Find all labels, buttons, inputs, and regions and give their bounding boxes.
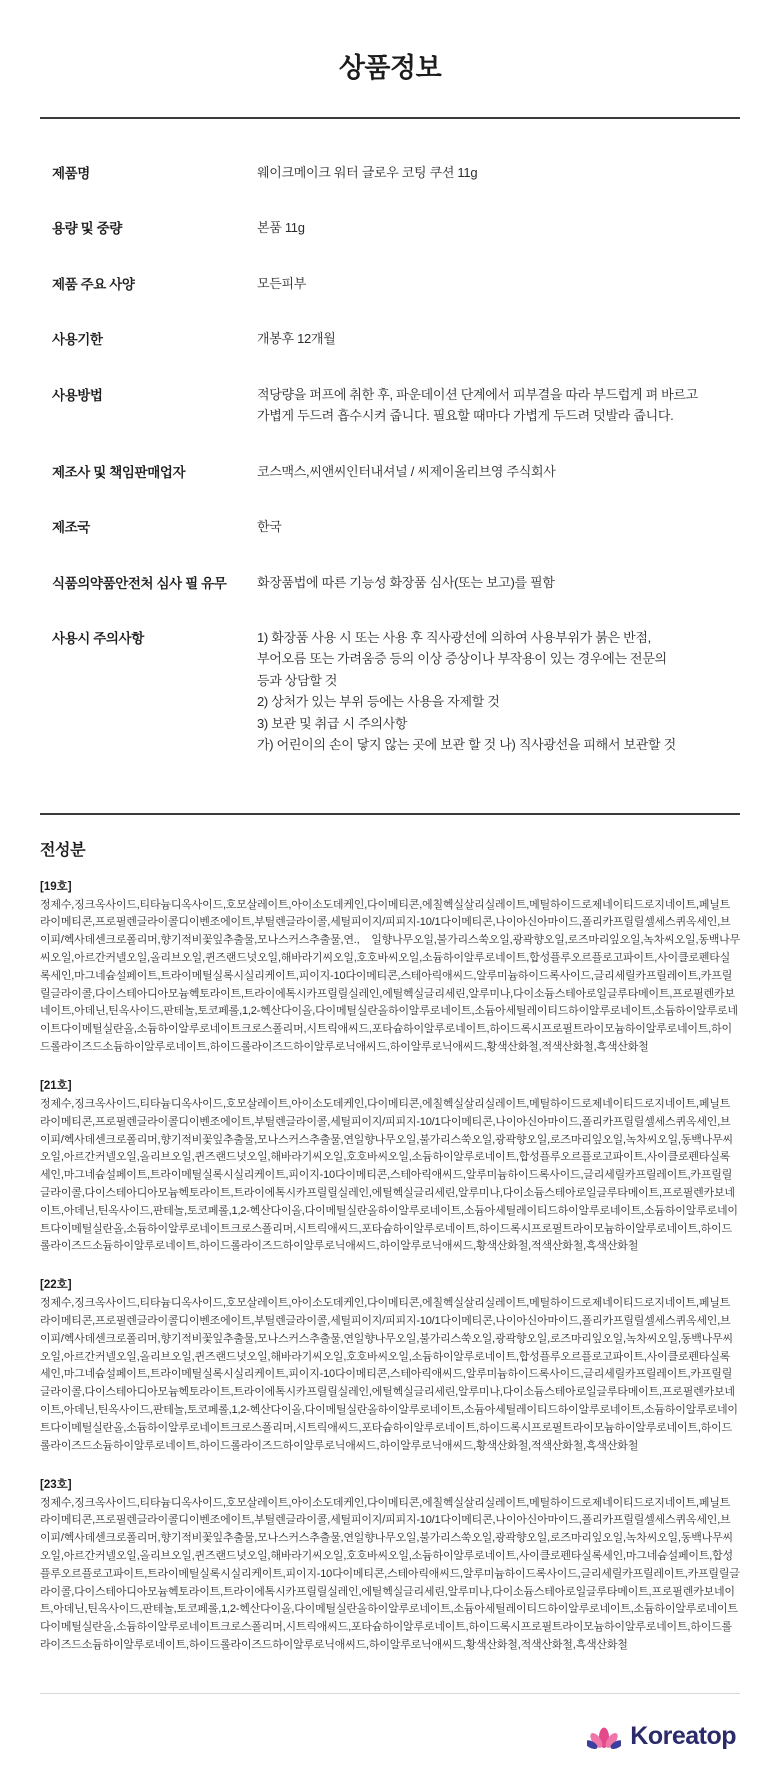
table-row [40, 444, 740, 499]
page-title: 상품정보 [338, 53, 442, 83]
spec-label-manufacturer: 제조사 및 책임판매업자 [52, 464, 186, 480]
ingredient-block-23 [40, 1468, 740, 1667]
spec-label-country: 제조국 [52, 520, 90, 536]
table-row [40, 367, 740, 444]
spec-value-usage [257, 367, 740, 444]
spec-table-body [40, 145, 740, 773]
spec-value-product-name [257, 145, 740, 200]
page-footer [40, 1693, 740, 1780]
spec-label-usage: 사용방법 [52, 387, 103, 403]
spec-value-manufacturer [257, 444, 740, 499]
title-divider [40, 117, 740, 119]
ingredient-block-19 [40, 870, 740, 1069]
table-row [40, 200, 740, 255]
value-line: 화장품법에 따른 기능성 화장품 심사(또는 보고)를 필함 [257, 574, 555, 590]
spec-label-product-name: 제품명 [52, 166, 90, 181]
brand-logo [587, 1720, 736, 1754]
spec-label-expiry: 사용기한 [52, 332, 103, 348]
ingredient-text: 정제수,징크옥사이드,티타늄디옥사이드,호모살레이트,아이소도데케인,다이메티콘,에칠헥실살리실레이트,메틸하이드로제네이티드로지네이트,페닐트라이메티콘,프로필렌글라이콜디이벤조에이트,부틸렌글라이콜,세틸피이지/피피지-10/1다이메티콘,나이아신아마이드,폴리카프릴릴셀세스퀴옥세인,브이피/헥사데센크로폴리머,향기적비꽃잎추출물,모나스커스추출물,연일향나무오일,불가리스쑥오일,광곽향오일,로즈마리잎오일,녹차씨오일,동백나무씨오일,아르간커넬오일,올리브오일,퀸즈랜드넛오일,해바라기씨오일,호호바씨오일,소듐하이알루로네이트,합성플루오르플로고파이트,사이클로펜타실록세인,마그네슘설페이트,트라이메틸실록시실리케이트,피이지-10다이메티콘,스테아릭애씨드,알루미늄하이드록사이드,글리세릴카프릴레이트,카프릴릴글라이콜,다이스테아디아모늄헥토라이트,트라이에톡시카프릴릴실레인,에틸헥실글리세린,알루미나,다이소듐스테아로일글루타메이트,프로필렌카보네이트,아데닌,틴옥사이드,판테놀,토코페롤,1,2-헥산다이올,다이메틸실란올하이알루로네이트,소듐아세틸레이티드하이알루로네이트,소듐하이알루로네이트다이메틸실란올,소듐하이알루로네이트크로스폴리머,시트릭애씨드,포타슘하이알루로네이트,하이드록시프로필트라이모늄하이알루로네이트,하이드롤라이즈드소듐하이알루로네이트,하이드롤라이즈드하이알루로닉애씨드,하이알루로닉애씨드,황색산화철,적색산화철,흑색산화철 [40, 1297, 738, 1452]
ingredient-shade-label: [23호] [40, 1478, 72, 1491]
spec-value-country [257, 499, 740, 554]
ingredient-shade-label: [19호] [40, 880, 72, 893]
value-line: 가) 어린이의 손이 닿지 않는 곳에 보관 할 것 나) 직사광선을 피해서 보관할 것 [257, 737, 676, 753]
value-line: 등과 상담할 것 [257, 672, 338, 688]
ingredient-text: 정제수,징크옥사이드,티타늄디옥사이드,호모살레이트,아이소도데케인,다이메티콘,에칠헥실살리실레이트,메틸하이드로제네이티드로지네이트,페닐트라이메티콘,프로필렌글라이콜디이벤조에이트,부틸렌글라이콜,세틸피이지/피피지-10/1다이메티콘,나이아신아마이드,폴리카프릴릴셀세스퀴옥세인,브이피/헥사데센크로폴리머,향기적비꽃잎추출물,모나스커스추출물,연일향나무오일,불가리스쑥오일,광곽향오일,로즈마리잎오일,녹차씨오일,동백나무씨오일,아르간커넬오일,올리브오일,퀸즈랜드넛오일,해바라기씨오일,호호바씨오일,소듐하이알루로네이트,사이클로펜타실록세인,마그네슘설페이트,합성플루오르플로고파이트,트라이메틸실록시실리케이트,피이지-10다이메티콘,스테아릭애씨드,알루미늄하이드록사이드,글리세릴카프릴레이트,카프릴릴글라이콜,다이스테아디아모늄헥토라이트,트라이에톡시카프릴릴실레인,에틸헥실글리세린,알루미나,다이소듐스테아로일글루타메이트,프로필렌카보네이트,아데닌,틴옥사이드,판테놀,토코페롤,1,2-헥산다이올,다이메틸실란올하이알루로네이트,소듐아세틸레이티드하이알루로네이트,소듐하이알루로네이트다이메틸실란올,소듐하이알루로네이트크로스폴리머,시트릭애씨드,포타슘하이알루로네이트,하이드록시프로필트라이모늄하이알루로네이트,하이드롤라이즈드소듐하이알루로네이트,하이드롤라이즈드하이알루로닉애씨드,하이알루로닉애씨드,황색산화철,적색산화철,흑색산화철 [40, 1496, 740, 1651]
spec-value-main-spec [257, 256, 740, 311]
table-row [40, 610, 740, 773]
spec-label-cautions: 사용시 주의사항 [52, 630, 144, 646]
spec-label-mfds-review: 식품의약품안전처 심사 필 유무 [52, 575, 227, 591]
value-line: 한국 [257, 519, 282, 535]
spec-table [40, 145, 740, 773]
value-line: 웨이크메이크 워터 글로우 코팅 쿠션 11g [257, 165, 478, 180]
brand-name: Koreatop [630, 1722, 736, 1751]
table-row [40, 311, 740, 366]
spec-label-volume: 용량 및 중량 [52, 221, 122, 237]
ingredient-text: 정제수,징크옥사이드,티타늄디옥사이드,호모살레이트,아이소도데케인,다이메티콘,에칠헥실살리실레이트,메틸하이드로제네이티드로지네이트,페닐트라이메티콘,프로필렌글라이콜디이벤조에이트,부틸렌글라이콜,세틸피이지/피피지-10/1다이메티콘,나이아신아마이드,폴리카프릴릴셀세스퀴옥세인,브이피/헥사데센크로폴리머,향기적비꽃잎추출물,모나스커스추출물,연., 일향나무오일,불가리스쑥오일,광곽향오일,로즈마리잎오일,녹차씨오일,동백나무씨오일,아르간커넬오일,올리브오일,퀸즈랜드넛오일,해바라기씨오일,호호바씨오일,소듐하이알루로네이트,합성플루오르플로고파이트,사이클로펜타실록세인,마그네슘설페이트,트라이메틸실록시실리케이트,피이지-10다이메티콘,스테아릭애씨드,알루미늄하이드록사이드,글리세릴카프릴레이트,카프릴릴글라이콜,다이스테아디아모늄헥토라이트,트라이에톡시카프릴릴실레인,에틸헥실글리세린,알루미나,다이소듐스테아로일글루타메이트,프로필렌카보네이트,아데닌,틴옥사이드,판테놀,토코페롤,1,2-헥산다이올,다이메틸실란올하이알루로네이트,소듐아세틸레이티드하이알루로네이트,소듐하이알루로네이트다이메틸실란올,소듐하이알루로네이트크로스폴리머,시트릭애씨드,포타슘하이알루로네이트,하이드록시프로필트라이모늄하이알루로네이트,하이드롤라이즈드소듐하이알루로네이트,하이드롤라이즈드하이알루로닉애씨드,하이알루로닉애씨드,황색산화철,적색산화철,흑색산화철 [40, 898, 740, 1054]
table-row [40, 145, 740, 200]
ingredient-block-22 [40, 1268, 740, 1467]
ingredient-block-21 [40, 1069, 740, 1268]
table-row [40, 256, 740, 311]
spec-label-main-spec: 제품 주요 사양 [52, 276, 135, 292]
ingredients-heading: 전성분 [40, 841, 86, 859]
value-line: 1) 화장품 사용 시 또는 사용 후 직사광선에 의하여 사용부위가 붉은 반점, [257, 629, 651, 645]
spec-value-expiry [257, 311, 740, 366]
value-line: 본품 11g [257, 220, 305, 236]
lotus-flower-icon [587, 1720, 621, 1754]
spec-value-cautions [257, 610, 740, 773]
value-line: 모든피부 [257, 275, 307, 291]
value-line: 3) 보관 및 취급 시 주의사항 [257, 715, 408, 731]
value-line: 코스맥스,씨앤씨인터내셔널 / 씨제이올리브영 주식회사 [257, 463, 556, 479]
value-line: 부어오름 또는 가려움증 등의 이상 증상이나 부작용이 있는 경우에는 전문의 [257, 651, 667, 667]
spec-value-mfds-review [257, 555, 740, 610]
table-row [40, 499, 740, 554]
ingredient-text: 정제수,징크옥사이드,티타늄디옥사이드,호모살레이트,아이소도데케인,다이메티콘,에칠헥실살리실레이트,메틸하이드로제네이티드로지네이트,페닐트라이메티콘,프로필렌글라이콜디이벤조에이트,부틸렌글라이콜,세틸피이지/피피지-10/1다이메티콘,나이아신아마이드,폴리카프릴릴셀세스퀴옥세인,브이피/헥사데센크로폴리머,향기적비꽃잎추출물,모나스커스추출물,연일향나무오일,불가리스쑥오일,광곽향오일,로즈마리잎오일,녹차씨오일,동백나무씨오일,아르간커넬오일,올리브오일,퀸즈랜드넛오일,해바라기씨오일,호호바씨오일,소듐하이알루로네이트,합성플루오르플로고파이트,사이클로펜타실록세인,마그네슘설페이트,트라이메틸실록시실리케이트,피이지-10다이메티콘,스테아릭애씨드,알루미늄하이드록사이드,글리세릴카프릴레이트,카프릴릴글라이콜,다이스테아디아모늄헥토라이트,트라이에톡시카프릴릴실레인,에틸헥실글리세린,알루미나,다이소듐스테아로일글루타메이트,프로필렌카보네이트,아데닌,틴옥사이드,판테놀,토코페롤,1,2-헥산다이올,다이메틸실란올하이알루로네이트,소듐아세틸레이티드하이알루로네이트,소듐하이알루로네이트다이메틸실란올,소듐하이알루로네이트크로스폴리머,시트릭애씨드,포타슘하이알루로네이트,하이드록시프로필트라이모늄하이알루로네이트,하이드롤라이즈드소듐하이알루로네이트,하이드롤라이즈드하이알루로닉애씨드,하이알루로닉애씨드,황색산화철,적색산화철,흑색산화철 [40, 1097, 738, 1253]
value-line: 가볍게 두드려 흡수시켜 줍니다. 필요할 때마다 가볍게 두드려 덧발라 줍니다. [257, 408, 674, 424]
table-row [40, 555, 740, 610]
spec-value-volume [257, 200, 740, 255]
ingredient-shade-label: [22호] [40, 1279, 72, 1292]
value-line: 2) 상처가 있는 부위 등에는 사용을 자제할 것 [257, 694, 500, 710]
value-line: 적당량을 퍼프에 취한 후, 파운데이션 단계에서 피부결을 따라 부드럽게 펴 바르고 [257, 386, 698, 402]
ingredient-shade-label: [21호] [40, 1079, 72, 1092]
value-line: 개봉후 12개월 [257, 331, 336, 347]
